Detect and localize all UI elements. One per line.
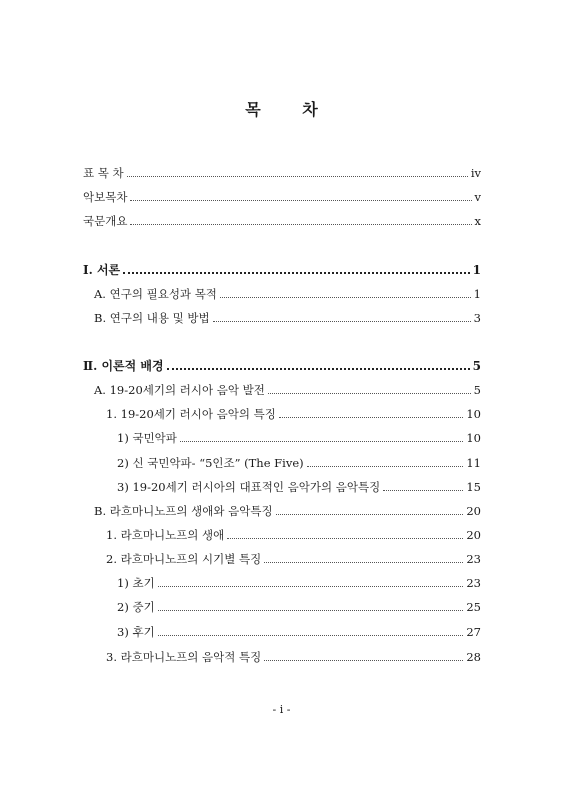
toc-entry[interactable] (106, 649, 481, 665)
dot-leader (279, 417, 464, 418)
toc-entry-page: 5 (472, 359, 481, 373)
dot-leader (307, 466, 464, 467)
toc-entry-page: x (474, 214, 481, 228)
dot-leader (158, 635, 464, 636)
toc-entry[interactable] (117, 599, 481, 615)
toc-entry-label: B. 라흐마니노프의 생애와 음악특징 (94, 504, 273, 518)
toc-entry[interactable] (94, 382, 481, 398)
toc-entry-label: 3. 라흐마니노프의 음악적 특징 (106, 650, 262, 664)
toc-entry-page: 23 (466, 576, 481, 590)
toc-entry-page: 3 (473, 311, 481, 325)
toc-entry-label: B. 연구의 내용 및 방법 (94, 311, 210, 325)
toc-entry-page: 20 (466, 504, 481, 518)
toc-entry-label: 1. 라흐마니노프의 생애 (106, 528, 225, 542)
dot-leader (130, 200, 471, 201)
toc-entry-page: 10 (466, 431, 481, 445)
dot-leader (276, 514, 464, 515)
toc-chapter[interactable] (83, 358, 481, 374)
dot-leader (383, 490, 463, 491)
toc-entry[interactable] (117, 455, 481, 471)
toc-entry[interactable] (83, 165, 481, 181)
toc-entry-label: 3) 19-20세기 러시아의 대표적인 음악가의 음악특징 (117, 480, 381, 494)
dot-leader (220, 297, 471, 298)
toc-entry-label: 악보목차 (83, 190, 128, 204)
toc-entry[interactable] (106, 551, 481, 567)
page-title: 목 차 (245, 100, 336, 119)
toc-entry-page: 1 (472, 263, 481, 277)
toc-entry-page: 20 (466, 528, 481, 542)
toc-entry-label: Ⅰ. 서론 (83, 263, 121, 277)
toc-entry[interactable] (94, 503, 481, 519)
toc-entry-page: 28 (466, 650, 481, 664)
toc-entry-label: A. 19-20세기의 러시아 음악 발전 (94, 383, 265, 397)
toc-entry[interactable] (106, 527, 481, 543)
toc-entry[interactable] (117, 430, 481, 446)
toc-entry[interactable] (117, 479, 481, 495)
toc-entry-label: 1) 초기 (117, 576, 155, 590)
toc-chapter[interactable] (83, 262, 481, 278)
toc-entry-label: 국문개요 (83, 214, 128, 228)
toc-entry-page: 1 (473, 287, 481, 301)
dot-leader (180, 441, 463, 442)
toc-entry[interactable] (117, 575, 481, 591)
toc-entry-page: 11 (466, 456, 481, 470)
dot-leader (158, 610, 464, 611)
toc-entry-page: 27 (466, 625, 481, 639)
toc-entry-page: 23 (466, 552, 481, 566)
dot-leader (123, 272, 469, 274)
toc-entry[interactable] (106, 406, 481, 422)
toc-entry-page: 10 (466, 407, 481, 421)
page-number-footer: - i - (272, 703, 291, 716)
toc-entry-label: 2. 라흐마니노프의 시기별 특징 (106, 552, 262, 566)
dot-leader (268, 393, 471, 394)
toc-entry-label: 2) 신 국민악파- “5인조” (The Five) (117, 456, 304, 470)
toc-entry-page: 15 (466, 480, 481, 494)
toc-entry-page: v (474, 190, 481, 204)
toc-entry-label: Ⅱ. 이론적 배경 (83, 359, 164, 373)
dot-leader (264, 660, 463, 661)
toc-entry-page: iv (470, 166, 481, 180)
dot-leader (127, 176, 468, 177)
dot-leader (213, 321, 471, 322)
toc-entry-label: 2) 중기 (117, 600, 155, 614)
toc-entry[interactable] (83, 189, 481, 205)
toc-entry[interactable] (83, 213, 481, 229)
toc-entry-label: A. 연구의 필요성과 목적 (94, 287, 217, 301)
dot-leader (264, 562, 463, 563)
dot-leader (167, 368, 470, 370)
dot-leader (158, 586, 464, 587)
toc-entry-label: 3) 후기 (117, 625, 155, 639)
toc-entry-label: 1) 국민악파 (117, 431, 177, 445)
toc-entry-page: 25 (466, 600, 481, 614)
toc-entry-label: 표 목 차 (83, 166, 124, 180)
dot-leader (227, 538, 463, 539)
toc-entry-page: 5 (473, 383, 481, 397)
toc-entry[interactable] (117, 624, 481, 640)
dot-leader (130, 224, 471, 225)
toc-entry[interactable] (94, 310, 481, 326)
toc-entry-label: 1. 19-20세기 러시아 음악의 특징 (106, 407, 276, 421)
toc-entry[interactable] (94, 286, 481, 302)
